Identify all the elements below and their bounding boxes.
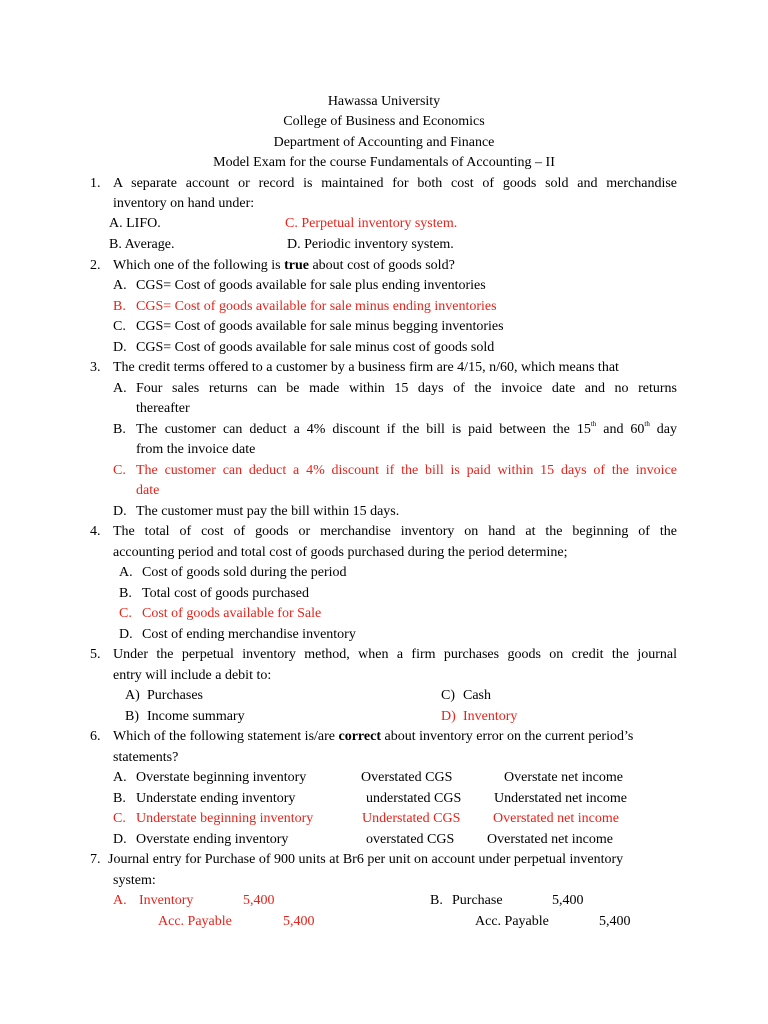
college-name: College of Business and Economics bbox=[283, 114, 485, 129]
question-text: Which of the following statement is/are correct about inventory error on the current period’s bbox=[113, 729, 634, 744]
option-letter: D. bbox=[113, 832, 127, 847]
option-letter: C. bbox=[113, 811, 126, 826]
option-a: A. LIFO. bbox=[109, 216, 161, 231]
option-b: The customer can deduct a 4% discount if the bill is paid between the 15th and 60th day bbox=[136, 420, 678, 437]
option-b-cont: from the invoice date bbox=[136, 442, 256, 457]
net-income-effect: Overstated net income bbox=[493, 811, 619, 826]
credit-account: Acc. Payable bbox=[158, 914, 232, 929]
option-letter: A. bbox=[119, 565, 133, 580]
option-letter: A. bbox=[113, 893, 127, 908]
debit-amount: 5,400 bbox=[552, 893, 584, 908]
option-letter: B. bbox=[113, 791, 126, 806]
option-letter: C. bbox=[119, 606, 132, 621]
option-c: Cash bbox=[463, 688, 491, 703]
option-letter: A) bbox=[125, 688, 140, 703]
university-name: Hawassa University bbox=[327, 94, 441, 109]
option-letter: D. bbox=[113, 340, 127, 355]
option-a: CGS= Cost of goods available for sale plus ending inventories bbox=[136, 278, 486, 293]
option-a: Cost of goods sold during the period bbox=[142, 565, 347, 580]
option-b: Total cost of goods purchased bbox=[142, 586, 309, 601]
option-letter: B. bbox=[113, 422, 126, 437]
option-letter: C. bbox=[113, 319, 126, 334]
option-letter: D. bbox=[113, 504, 127, 519]
cgs-effect: understated CGS bbox=[366, 791, 462, 806]
net-income-effect: Understated net income bbox=[494, 791, 627, 806]
debit-account: Purchase bbox=[452, 893, 503, 908]
option-letter: B. bbox=[119, 586, 132, 601]
option-letter: D. bbox=[119, 627, 133, 642]
question-text: entry will include a debit to: bbox=[113, 668, 272, 683]
question-number: 3. bbox=[90, 360, 101, 375]
debit-amount: 5,400 bbox=[243, 893, 275, 908]
question-number: 2. bbox=[90, 258, 101, 273]
option-a: Four sales returns can be made within 15 days of the invoice date and no returns bbox=[136, 381, 677, 396]
error-description: Overstate beginning inventory bbox=[136, 770, 307, 785]
option-letter: B) bbox=[125, 709, 139, 724]
option-a: Purchases bbox=[147, 688, 203, 703]
option-c: CGS= Cost of goods available for sale minus begging inventories bbox=[136, 319, 504, 334]
question-text: inventory on hand under: bbox=[113, 196, 255, 211]
net-income-effect: Overstated net income bbox=[487, 832, 613, 847]
question-text: Under the perpetual inventory method, when a firm purchases goods on credit the journal bbox=[113, 647, 677, 662]
option-c-answer: The customer can deduct a 4% discount if the bill is paid within 15 days of the invoice bbox=[136, 463, 677, 478]
option-a-cont: thereafter bbox=[136, 401, 190, 416]
credit-amount: 5,400 bbox=[599, 914, 631, 929]
credit-amount: 5,400 bbox=[283, 914, 315, 929]
option-letter: D) bbox=[441, 709, 456, 724]
question-text: Which one of the following is true about cost of goods sold? bbox=[113, 258, 455, 273]
error-description: Understate ending inventory bbox=[136, 791, 296, 806]
question-text: system: bbox=[113, 873, 156, 888]
cgs-effect: Understated CGS bbox=[362, 811, 461, 826]
option-b: Income summary bbox=[147, 709, 245, 724]
exam-title: Model Exam for the course Fundamentals of Accounting – II bbox=[213, 155, 555, 170]
option-letter: B. bbox=[430, 893, 443, 908]
question-text: statements? bbox=[113, 750, 179, 765]
question-text: The total of cost of goods or merchandise inventory on hand at the beginning of the bbox=[113, 524, 677, 539]
credit-account: Acc. Payable bbox=[475, 914, 549, 929]
option-c-answer: C. Perpetual inventory system. bbox=[285, 216, 458, 231]
option-b-answer: CGS= Cost of goods available for sale minus ending inventories bbox=[136, 299, 497, 314]
question-number: 7. bbox=[90, 852, 101, 867]
option-letter: C. bbox=[113, 463, 126, 478]
option-c-answer: Cost of goods available for Sale bbox=[142, 606, 322, 621]
question-text: Journal entry for Purchase of 900 units at Br6 per unit on account under perpetual inventory bbox=[108, 852, 624, 867]
debit-account: Inventory bbox=[139, 893, 194, 908]
department-name: Department of Accounting and Finance bbox=[273, 135, 495, 150]
question-number: 6. bbox=[90, 729, 101, 744]
question-text: accounting period and total cost of goods purchased during the period determine; bbox=[113, 545, 568, 560]
option-d-answer: Inventory bbox=[463, 709, 518, 724]
error-description: Overstate ending inventory bbox=[136, 832, 289, 847]
option-d: The customer must pay the bill within 15 days. bbox=[136, 504, 400, 519]
question-number: 5. bbox=[90, 647, 101, 662]
option-d: D. Periodic inventory system. bbox=[287, 237, 454, 252]
option-letter: A. bbox=[113, 770, 127, 785]
option-c-cont: date bbox=[136, 483, 160, 498]
question-text: A separate account or record is maintained for both cost of goods sold and merchandise bbox=[113, 176, 677, 191]
error-description: Understate beginning inventory bbox=[136, 811, 314, 826]
net-income-effect: Overstate net income bbox=[504, 770, 623, 785]
option-letter: B. bbox=[113, 299, 126, 314]
option-d: Cost of ending merchandise inventory bbox=[142, 627, 356, 642]
option-letter: A. bbox=[113, 278, 127, 293]
question-text: The credit terms offered to a customer by a business firm are 4/15, n/60, which means that bbox=[113, 360, 619, 375]
cgs-effect: Overstated CGS bbox=[361, 770, 453, 785]
option-b: B. Average. bbox=[109, 237, 175, 252]
option-d: CGS= Cost of goods available for sale minus cost of goods sold bbox=[136, 340, 495, 355]
question-number: 1. bbox=[90, 176, 101, 191]
option-letter: A. bbox=[113, 381, 127, 396]
option-letter: C) bbox=[441, 688, 455, 703]
cgs-effect: overstated CGS bbox=[366, 832, 455, 847]
question-number: 4. bbox=[90, 524, 101, 539]
